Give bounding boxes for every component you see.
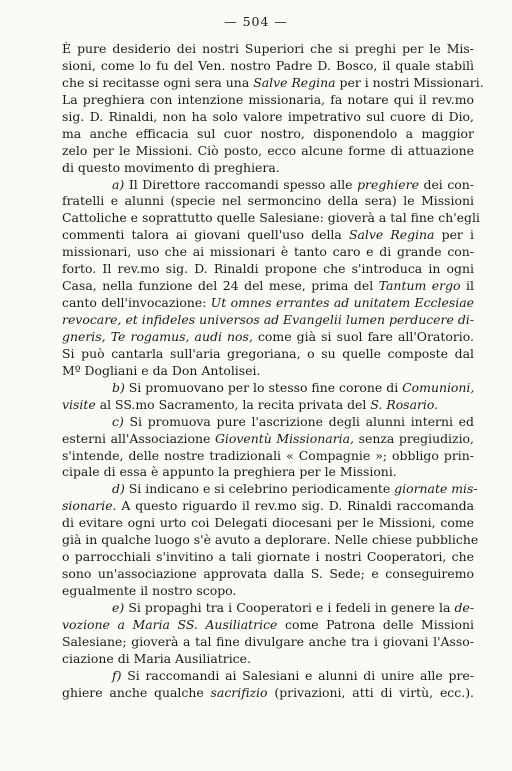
- text-line: sig. D. Rinaldi, non ha solo valore impetrativo sul cuore di Dio,: [62, 108, 474, 124]
- page-number: — 504 —: [224, 14, 288, 29]
- text-line: La preghiera con intenzione missionaria, fa notare qui il rev.mo: [62, 91, 474, 107]
- text-line: già in qualche luogo s'è avuto a deplorare. Nelle chiese pubbliche: [62, 532, 479, 548]
- text-line: sionarie. A questo riguardo il rev.mo sig. D. Rinaldi raccomanda: [62, 498, 474, 514]
- text-line: ciazione di Maria Ausiliatrice.: [62, 650, 251, 666]
- text-line: f) Si raccomandi ai Salesiani e alunni di unire alle pre-: [112, 667, 474, 683]
- text-line: sono un'associazione approvata dalla S. Sede; e conseguiremo: [62, 566, 474, 582]
- text-line: esterni all'Associazione Gioventù Missionaria, senza pregiudizio,: [62, 430, 474, 446]
- text-line: sioni, come lo fu del Ven. nostro Padre D. Bosco, il quale stabilì: [62, 57, 474, 73]
- text-line: visite al SS.mo Sacramento, la recita privata del S. Rosario.: [62, 396, 439, 412]
- text-line: zelo per le Missioni. Ciò posto, ecco alcune forme di attuazione: [62, 142, 474, 158]
- text-line: forto. Il rev.mo sig. D. Rinaldi propone che s'introduca in ogni: [62, 261, 474, 277]
- text-line: o parrocchiali s'invitino a tali giornate i nostri Cooperatori, che: [62, 549, 474, 565]
- text-line: cipale di essa è appunto la preghiera per le Missioni.: [62, 464, 397, 480]
- text-line: Casa, nella funzione del 24 del mese, prima del Tantum ergo il: [62, 278, 474, 294]
- text-line: canto dell'invocazione: Ut omnes errantes ad unitatem Ecclesiae: [62, 295, 474, 311]
- text-line: fratelli e alunni (specie nel sermoncino della sera) le Missioni: [62, 193, 474, 209]
- text-line: commenti talora ai giovani quell'uso della Salve Regina per i: [62, 227, 474, 243]
- text-line: Si può cantarla sull'aria gregoriana, o su quelle composte dal: [62, 345, 474, 361]
- text-line: di questo movimento di preghiera.: [62, 159, 280, 175]
- text-line: È pure desiderio dei nostri Superiori che si preghi per le Mis-: [62, 41, 474, 56]
- text-line: s'intende, delle nostre tradizionali « Compagnie »; obbligo prin-: [62, 447, 474, 463]
- text-line: missionari, uso che ai missionari è tanto caro e di grande con-: [62, 244, 474, 260]
- text-line: egualmente il nostro scopo.: [62, 583, 237, 598]
- text-line: a) Il Direttore raccomandi spesso alle preghiere dei con-: [112, 176, 474, 192]
- text-line: vozione a Maria SS. Ausiliatrice come Patrona delle Missioni: [62, 616, 474, 632]
- body-text: [62, 41, 484, 702]
- text-line: Salesiane; gioverà a tal fine divulgare anche tra i giovani l'Asso-: [62, 633, 474, 649]
- text-line: d) Si indicano e si celebrino periodicamente giornate mis-: [112, 481, 478, 497]
- text-line: di evitare ogni urto coi Delegati diocesani per le Missioni, come: [62, 515, 474, 531]
- text-line: ghiere anche qualche sacrifizio (privazioni, atti di virtù, ecc.).: [62, 684, 474, 700]
- text-line: Mº Dogliani e da Don Antolisei.: [62, 362, 261, 378]
- text-line: gneris, Te rogamus, audi nos, come già si suol fare all'Oratorio.: [62, 328, 474, 344]
- text-line: ma anche efficacia sul cuor nostro, disponendolo a maggior: [62, 125, 474, 141]
- text-line: c) Si promuova pure l'ascrizione degli alunni interni ed: [112, 413, 474, 429]
- text-line: che si recitasse ogni sera una Salve Regina per i nostri Missionari.: [62, 74, 484, 90]
- text-line: e) Si propaghi tra i Cooperatori e i fedeli in genere la de-: [112, 599, 474, 615]
- text-line: Cattoliche e soprattutto quelle Salesiane: gioverà a tal fine ch'egli: [62, 210, 480, 226]
- text-line: revocare, et infideles universos ad Evangelii lumen perducere di-: [62, 312, 474, 327]
- text-line: b) Si promuovano per lo stesso fine corone di Comunioni,: [112, 379, 475, 395]
